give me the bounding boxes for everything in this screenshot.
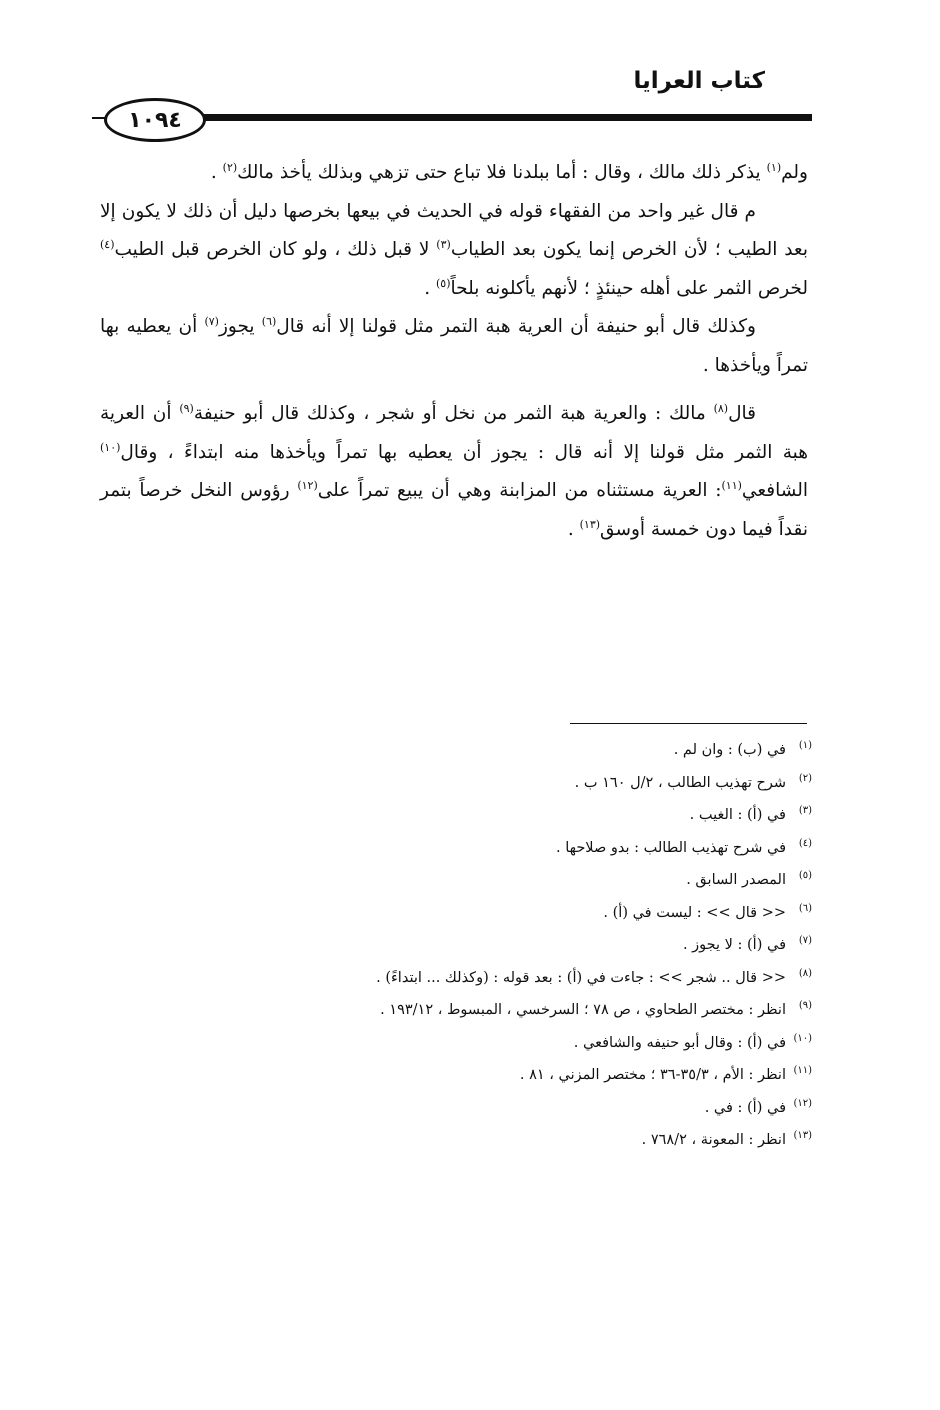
body-text: [100, 154, 808, 549]
footnote-item: [252, 937, 812, 970]
footnote-text: << قال >> : ليست في (أ) .: [603, 904, 786, 921]
footnote-marker: (٦): [798, 902, 812, 914]
header-rule-thick: [187, 114, 812, 121]
footnotes: [252, 742, 812, 1165]
footnote-marker: (٨): [798, 967, 812, 979]
footnote-reference: (٥): [435, 276, 451, 290]
footnote-reference: (٤): [100, 237, 115, 251]
text-run: .: [424, 277, 436, 299]
footnote-marker: (١٣): [793, 1130, 812, 1141]
footnote-marker: (٤): [798, 837, 812, 849]
text-run: رؤوس النخل خرصاً بتمر نقداً فيما دون خمسة أوسق: [100, 480, 808, 540]
footnote-text: في (أ) : في .: [704, 1099, 786, 1116]
text-run: .: [567, 518, 580, 540]
footnote-marker: (٧): [798, 935, 812, 946]
text-run: يجوز: [218, 316, 262, 337]
body-paragraph: [100, 308, 808, 385]
text-run: ولم: [781, 162, 808, 183]
body-paragraph: [100, 193, 808, 309]
text-run: أن العرية هبة الثمر مثل قولنا إلا أنه قال : يجوز أن يعطيه بها تمراً ويأخذها منه ابتداءً ، وقال: [100, 403, 808, 463]
footnote-reference: (٨): [713, 401, 729, 415]
footnote-text: في (أ) : الغيب .: [689, 807, 786, 823]
footnote-text: شرح تهذيب الطالب ، ٢/ل ١٦٠ ب .: [574, 774, 786, 791]
text-run: .: [210, 162, 223, 183]
footnote-reference: (٦): [261, 314, 277, 328]
body-paragraph: [100, 395, 808, 549]
footnote-item: [252, 772, 812, 808]
footnote-marker: (١١): [793, 1065, 812, 1076]
footnote-text: في (أ) : وقال أبو حنيفه والشافعي .: [573, 1034, 786, 1051]
footnote-text: انظر : المعونة ، ٧٦٨/٢ .: [641, 1132, 786, 1148]
footnote-reference: (٣): [436, 237, 451, 251]
footnote-reference: (١١): [721, 478, 742, 492]
footnote-item: [252, 1002, 812, 1035]
footnote-marker: (٩): [798, 1000, 812, 1011]
footnote-reference: (٧): [204, 314, 219, 328]
text-run: يذكر ذلك مالك ، وقال : أما ببلدنا فلا تباع حتى تزهي وبذلك يأخذ مالك: [237, 162, 767, 183]
footnote-item: [252, 807, 812, 840]
running-title: كتاب العرايا: [633, 68, 765, 94]
text-run: أن يعطيه بها تمراً ويأخذها .: [100, 316, 808, 376]
footnote-reference: (٩): [179, 401, 194, 415]
footnote-item: [252, 1097, 812, 1133]
footnote-reference: (١): [766, 160, 782, 174]
page-number: ١٠٩٤: [104, 98, 206, 142]
footnote-item: [252, 872, 812, 905]
text-run: : العرية مستثناه من المزابنة وهي أن يبيع تمراً على: [317, 480, 722, 501]
footnote-reference: (٢): [222, 160, 238, 174]
footnote-text: في (ب) : وان لم .: [673, 742, 786, 758]
footnote-reference: (١٠): [100, 440, 121, 454]
footnote-marker: (٥): [798, 870, 812, 881]
footnote-item: [252, 742, 812, 775]
footnote-reference: (١٣): [579, 517, 601, 531]
footnote-item: [252, 1032, 812, 1068]
footnote-item: [252, 902, 812, 938]
body-paragraph: [100, 154, 808, 193]
text-run: قال: [728, 403, 756, 424]
footnote-text: في (أ) : لا يجوز .: [682, 937, 786, 953]
footnote-reference: (١٢): [297, 478, 318, 492]
text-run: الشافعي: [741, 480, 809, 501]
footnote-marker: (٢): [798, 772, 812, 784]
footnote-item: [252, 1132, 812, 1165]
footnote-text: انظر : مختصر الطحاوي ، ص ٧٨ ؛ السرخسي ، المبسوط ، ١٩٣/١٢ .: [380, 1002, 786, 1018]
footnote-item: [252, 967, 812, 1003]
text-run: لخرص الثمر على أهله حينئذٍ ؛ لأنهم يأكلونه بلحاً: [450, 277, 808, 299]
footnote-marker: (١٠): [793, 1032, 812, 1044]
footnote-text: << قال .. شجر >> : جاءت في (أ) : بعد قوله : (وكذلك ... ابتداءً) .: [376, 969, 786, 986]
footnote-item: [252, 1067, 812, 1100]
footnote-text: في شرح تهذيب الطالب : بدو صلاحها .: [556, 839, 786, 856]
footnote-item: [252, 837, 812, 873]
footnote-marker: (٣): [798, 805, 812, 816]
footnote-separator: [570, 723, 807, 724]
text-run: وكذلك قال أبو حنيفة أن العرية هبة التمر مثل قولنا إلا أنه قال: [276, 316, 756, 337]
text-run: مالك : والعرية هبة الثمر من نخل أو شجر ، وكذلك قال أبو حنيفة: [193, 403, 714, 424]
footnote-marker: (١): [798, 740, 812, 751]
text-run: لا قبل ذلك ، ولو كان الخرص قبل الطيب: [114, 239, 437, 260]
footnote-marker: (١٢): [793, 1097, 812, 1109]
footnote-text: المصدر السابق .: [686, 872, 786, 888]
text-run: م قال غير واحد من الفقهاء قوله في الحديث في بيعها بخرصها دليل أن ذلك لا يكون إلا بعد الطيب ؛ لأن الخرص إنما يكون بعد الطياب: [100, 200, 809, 260]
footnote-text: انظر : الأم ، ٣٥/٣-٣٦ ؛ مختصر المزني ، ٨١ .: [519, 1067, 786, 1083]
